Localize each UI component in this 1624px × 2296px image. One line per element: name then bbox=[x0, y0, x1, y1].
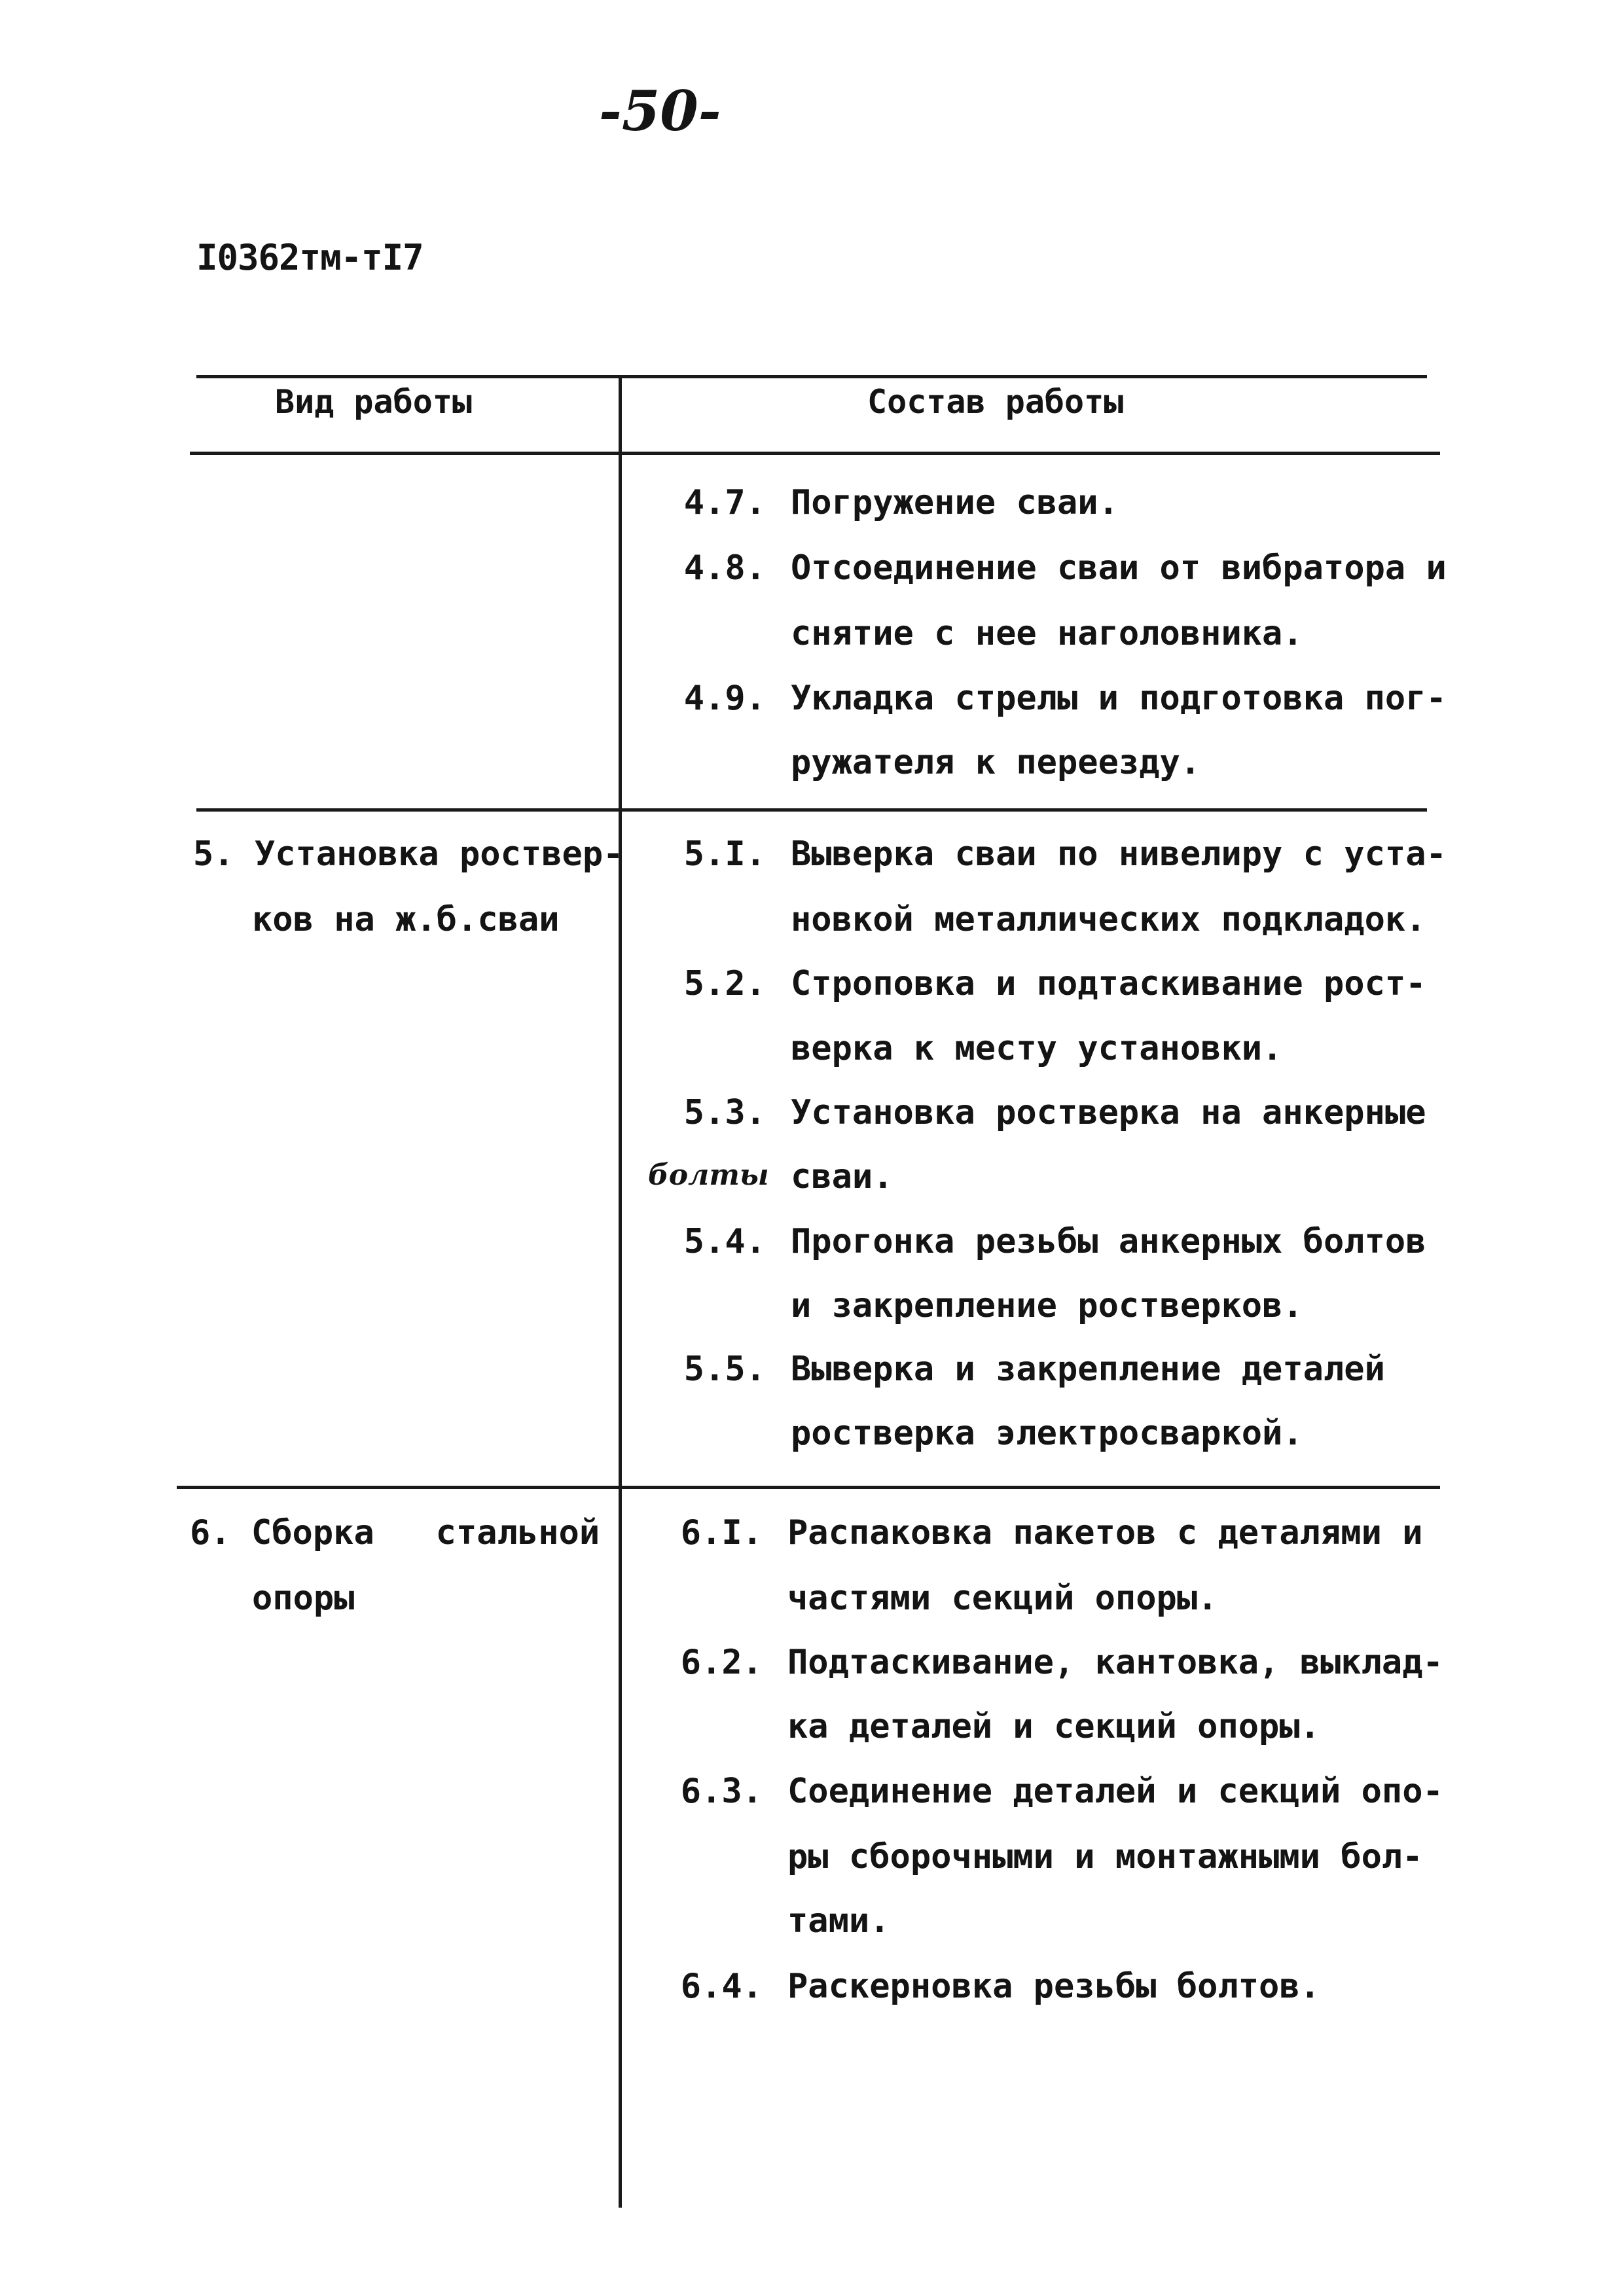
item-text: Установка ростверка на анкерные bbox=[791, 1093, 1426, 1132]
item-text: Выверка и закрепление деталей bbox=[791, 1350, 1385, 1389]
item-number: 5.5. bbox=[683, 1350, 766, 1389]
item-text: ружателя к переезду. bbox=[791, 743, 1201, 782]
item-text: новкой металлических подкладок. bbox=[791, 900, 1426, 939]
section-divider-1 bbox=[196, 808, 1427, 812]
item-text: Раскерновка резьбы болтов. bbox=[787, 1967, 1320, 2006]
item-text: частями секций опоры. bbox=[787, 1579, 1218, 1618]
work-type-title: опоры bbox=[252, 1579, 355, 1618]
item-number: 5.2. bbox=[683, 964, 766, 1003]
item-number: 6.2. bbox=[680, 1643, 763, 1682]
column-divider bbox=[619, 375, 622, 2208]
item-text: Строповка и подтаскивание рост- bbox=[791, 964, 1426, 1003]
item-number: 5.I. bbox=[683, 834, 766, 874]
item-text: верка к месту установки. bbox=[791, 1029, 1283, 1068]
item-text: Распаковка пакетов с деталями и bbox=[787, 1513, 1423, 1552]
item-text: снятие с нее наголовника. bbox=[791, 614, 1303, 653]
item-number: 5.4. bbox=[683, 1222, 766, 1261]
page-number: -50- bbox=[599, 79, 721, 143]
item-text: Выверка сваи по нивелиру с уста- bbox=[791, 834, 1447, 874]
work-type-title: 5. Установка роствер- bbox=[193, 834, 624, 874]
item-number: 6.4. bbox=[680, 1967, 763, 2006]
work-type-title: ков на ж.б.сваи bbox=[252, 900, 560, 939]
document-code: I0362тм-тI7 bbox=[196, 237, 424, 278]
item-number: 4.7. bbox=[683, 483, 766, 522]
item-text: ростверка электросваркой. bbox=[791, 1414, 1303, 1453]
item-text: сваи. bbox=[791, 1157, 893, 1196]
item-text: тами. bbox=[787, 1901, 890, 1941]
item-text: Прогонка резьбы анкерных болтов bbox=[791, 1222, 1426, 1261]
item-text: ка деталей и секций опоры. bbox=[787, 1707, 1320, 1746]
section-divider-2 bbox=[177, 1486, 1440, 1489]
table-top-rule bbox=[196, 375, 1427, 378]
item-number: 6.3. bbox=[680, 1772, 763, 1811]
item-text: Отсоединение сваи от вибратора и bbox=[791, 548, 1447, 588]
column-header-work-content: Состав работы bbox=[867, 383, 1124, 421]
item-number: 4.9. bbox=[683, 679, 766, 718]
item-text: Соединение деталей и секций опо- bbox=[787, 1772, 1443, 1811]
item-text: и закрепление ростверков. bbox=[791, 1286, 1303, 1325]
item-number: 5.3. bbox=[683, 1093, 766, 1132]
item-number: 6.I. bbox=[680, 1513, 763, 1552]
item-text: Укладка стрелы и подготовка пог- bbox=[791, 679, 1447, 718]
item-text: Погружение сваи. bbox=[791, 483, 1119, 522]
header-bottom-rule bbox=[190, 452, 1440, 455]
item-text: Подтаскивание, кантовка, выклад- bbox=[787, 1643, 1443, 1682]
work-type-title: 6. Сборка стальной bbox=[190, 1513, 600, 1552]
item-number: 4.8. bbox=[683, 548, 766, 588]
handwritten-note: болты bbox=[648, 1158, 769, 1192]
column-header-work-type: Вид работы bbox=[275, 383, 473, 421]
item-text: ры сборочными и монтажными бол- bbox=[787, 1837, 1423, 1876]
